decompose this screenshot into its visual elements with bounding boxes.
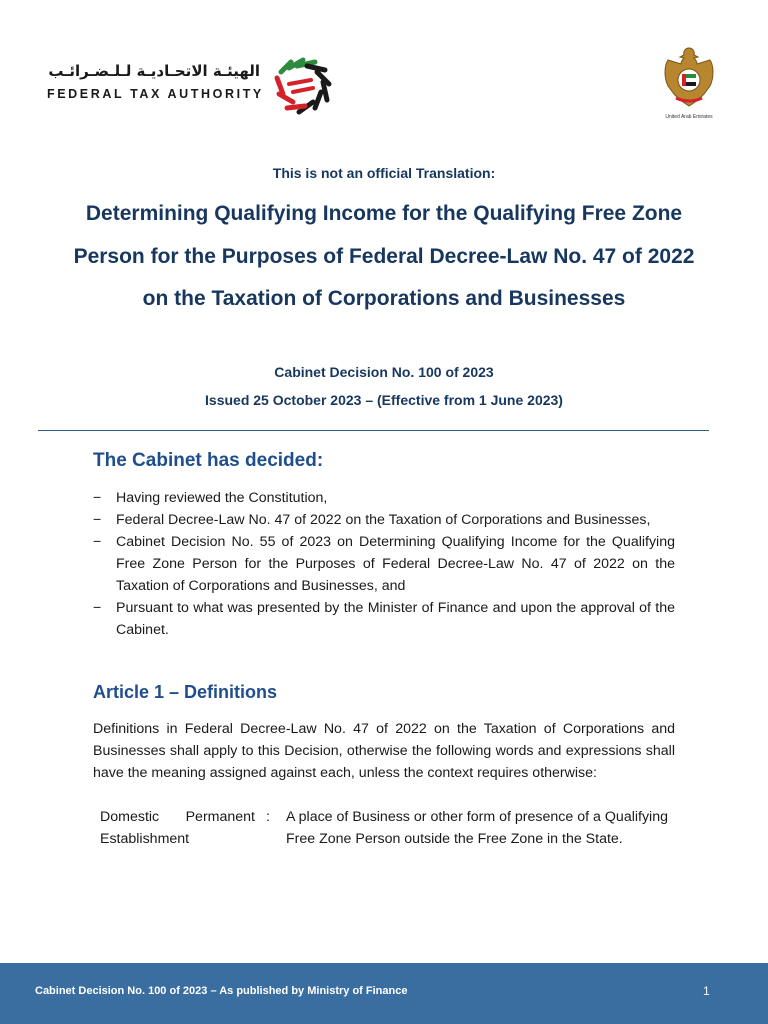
list-item bbox=[93, 509, 675, 531]
footer-text: Cabinet Decision No. 100 of 2023 – As published by Ministry of Finance bbox=[35, 985, 408, 997]
definition-term: Domestic Permanent Establishment bbox=[100, 809, 255, 847]
bullet-marker: − bbox=[93, 490, 102, 506]
list-item-text: Pursuant to what was presented by the Minister of Finance and upon the approval of the Cabinet. bbox=[116, 600, 675, 638]
bullet-marker: − bbox=[93, 600, 102, 616]
uae-falcon-emblem-icon bbox=[658, 44, 720, 112]
list-item-text: Cabinet Decision No. 55 of 2023 on Determining Qualifying Income for the Qualifying Free Zone Person for the Purposes of Federal Decree-Law No. 47 of 2022 on the Taxation of Corporations and Businesses, and bbox=[116, 534, 675, 594]
list-item bbox=[93, 597, 675, 641]
decision-number: Cabinet Decision No. 100 of 2023 bbox=[274, 364, 494, 380]
list-item-text: Federal Decree-Law No. 47 of 2022 on the Taxation of Corporations and Businesses, bbox=[116, 512, 651, 528]
issued-date: Issued 25 October 2023 – (Effective from 1 June 2023) bbox=[205, 392, 563, 408]
page-number: 1 bbox=[703, 984, 710, 998]
uae-caption: United Arab Emirates bbox=[665, 114, 713, 120]
page-footer bbox=[0, 963, 768, 1024]
fta-logo bbox=[45, 50, 345, 120]
fta-name-arabic: الهيئـة الاتحـاديـة لـلـضـرائـب bbox=[48, 62, 260, 80]
document-title: Determining Qualifying Income for the Qualifying Free Zone Person for the Purposes of Federal Decree-Law No. 47 of 2022 on the Taxation of Corporations and Businesses bbox=[73, 202, 695, 310]
bullet-marker: − bbox=[93, 534, 102, 550]
fta-emblem-icon bbox=[267, 50, 339, 122]
definition-text: A place of Business or other form of presence of a Qualifying Free Zone Person outside the Free Zone in the State. bbox=[286, 809, 668, 847]
list-item-text: Having reviewed the Constitution, bbox=[116, 490, 328, 506]
cabinet-heading: The Cabinet has decided: bbox=[93, 450, 324, 471]
bullet-marker: − bbox=[93, 512, 102, 528]
preamble-list bbox=[93, 487, 675, 641]
translation-note: This is not an official Translation: bbox=[272, 165, 496, 181]
definition-separator: : bbox=[266, 809, 270, 825]
list-item bbox=[93, 531, 675, 597]
article-heading: Article 1 – Definitions bbox=[93, 682, 278, 702]
article-intro: Definitions in Federal Decree-Law No. 47 of 2022 on the Taxation of Corporations and Businesses shall apply to this Decision, otherwise the following words and expressions shall have the meaning assigned against each, unless the context requires otherwise: bbox=[93, 721, 675, 781]
list-item bbox=[93, 487, 675, 509]
uae-emblem bbox=[658, 44, 720, 124]
fta-name-english: FEDERAL TAX AUTHORITY bbox=[47, 87, 264, 101]
section-divider bbox=[38, 430, 709, 431]
